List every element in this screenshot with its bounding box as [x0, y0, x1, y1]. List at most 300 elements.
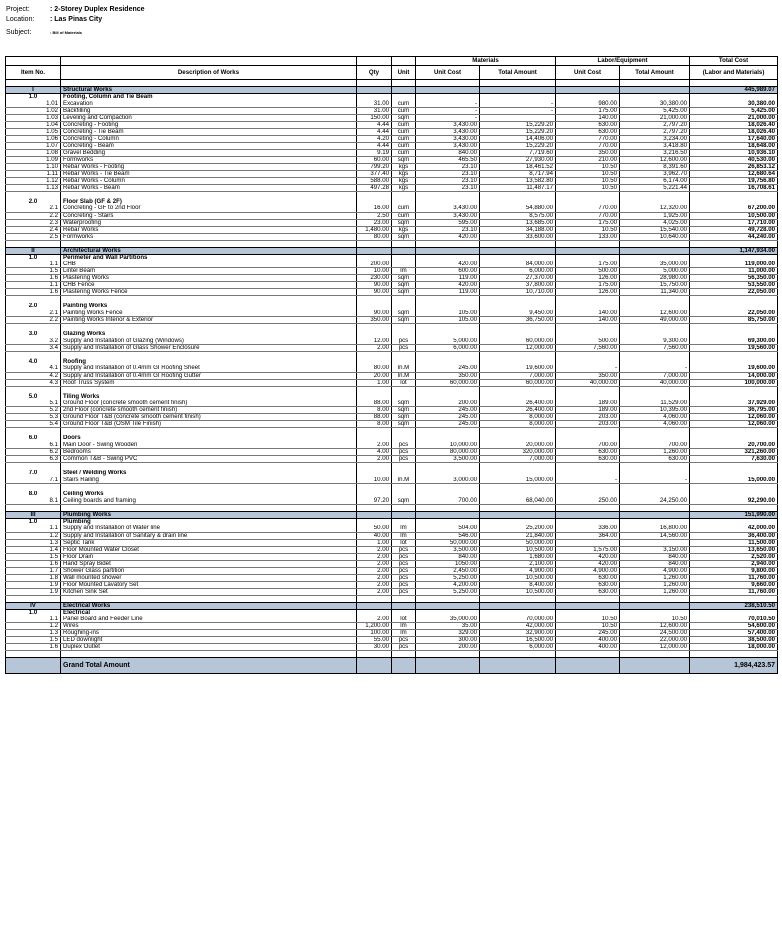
- item-index: 1.11: [6, 170, 61, 177]
- item-total-cost: 5,425.00: [690, 107, 778, 114]
- material-total-amount: 15,229.20: [480, 128, 556, 135]
- item-qty: 2.00: [357, 574, 392, 581]
- item-qty: 2.00: [357, 567, 392, 574]
- item-index: 1.6: [6, 275, 61, 282]
- material-unit-cost: 10,000.00: [416, 442, 480, 449]
- item-index: 1.4: [6, 546, 61, 553]
- labor-unit-cost: 10.50: [556, 170, 620, 177]
- item-total-cost: 18,000.00: [690, 644, 778, 651]
- header-labor-unit-cost: Unit Cost: [556, 66, 620, 80]
- item-index: 1.03: [6, 114, 61, 121]
- table-row: [6, 623, 778, 630]
- subsection-number: 8.0: [6, 491, 61, 498]
- material-total-amount: 60,000.00: [480, 338, 556, 345]
- subsection-title: Floor Slab (GF & 2F): [61, 198, 357, 205]
- subsection-row: [6, 393, 778, 400]
- item-index: 1.2: [6, 623, 61, 630]
- item-total-cost: 53,550.00: [690, 282, 778, 289]
- labor-total-amount: 7,000.00: [620, 372, 690, 379]
- material-total-amount: 13,582.80: [480, 177, 556, 184]
- item-unit: ln.M: [392, 372, 416, 379]
- item-index: 1.1: [6, 616, 61, 623]
- item-unit: pcs: [392, 546, 416, 553]
- item-index: 1.3: [6, 630, 61, 637]
- table-row: [6, 421, 778, 428]
- item-unit: sqm: [392, 400, 416, 407]
- item-index: 6.2: [6, 449, 61, 456]
- item-description: Duplex Outlet: [61, 644, 357, 651]
- subsection-title: Electrical: [61, 609, 357, 616]
- item-index: 1.5: [6, 553, 61, 560]
- item-unit: sqm: [392, 407, 416, 414]
- labor-unit-cost: 140.00: [556, 114, 620, 121]
- item-total-cost: 20,700.00: [690, 442, 778, 449]
- subsection-title: Doors: [61, 435, 357, 442]
- item-index: 1.6: [6, 289, 61, 296]
- material-unit-cost: 245.00: [416, 414, 480, 421]
- labor-unit-cost: 140.00: [556, 317, 620, 324]
- item-index: 3.4: [6, 344, 61, 351]
- item-index: 1.1: [6, 261, 61, 268]
- item-qty: 4.00: [357, 449, 392, 456]
- table-row: [6, 379, 778, 386]
- item-description: Common T&B - Swing PVC: [61, 456, 357, 463]
- labor-total-amount: 12,600.00: [620, 310, 690, 317]
- material-unit-cost: 840.00: [416, 553, 480, 560]
- item-qty: 2.00: [357, 553, 392, 560]
- item-total-cost: 19,560.00: [690, 344, 778, 351]
- material-unit-cost: 1050.00: [416, 560, 480, 567]
- labor-unit-cost: -: [556, 477, 620, 484]
- labor-total-amount: 10.50: [620, 616, 690, 623]
- labor-total-amount: 12,600.00: [620, 623, 690, 630]
- item-unit: cum: [392, 121, 416, 128]
- header-unit: Unit: [392, 66, 416, 80]
- item-total-cost: 10,936.10: [690, 149, 778, 156]
- subsection-number: 7.0: [6, 470, 61, 477]
- item-total-cost: 119,000.00: [690, 261, 778, 268]
- subsection-number: 2.0: [6, 198, 61, 205]
- item-total-cost: 9,660.00: [690, 581, 778, 588]
- material-total-amount: 50,000.00: [480, 539, 556, 546]
- table-row: [6, 525, 778, 532]
- material-total-amount: 10,500.00: [480, 546, 556, 553]
- table-row: [6, 219, 778, 226]
- header-labor: Labor/Equipment: [556, 57, 690, 66]
- location-value: : Las Pinas City: [50, 16, 103, 23]
- item-total-cost: 92,290.00: [690, 497, 778, 504]
- subsection-row: [6, 303, 778, 310]
- labor-unit-cost: -: [556, 365, 620, 372]
- item-total-cost: 17,640.00: [690, 135, 778, 142]
- labor-unit-cost: 126.00: [556, 275, 620, 282]
- project-line: [6, 5, 145, 14]
- subsection-title: Steel / Welding Works: [61, 470, 357, 477]
- item-total-cost: 85,750.00: [690, 317, 778, 324]
- item-unit: sqm: [392, 310, 416, 317]
- labor-unit-cost: 630.00: [556, 456, 620, 463]
- item-description: Floor Mounted Lavatory Set: [61, 581, 357, 588]
- material-total-amount: 4,900.00: [480, 567, 556, 574]
- material-unit-cost: 4,200.00: [416, 581, 480, 588]
- item-index: 1.1: [6, 282, 61, 289]
- subsection-number: 1.0: [6, 518, 61, 525]
- item-total-cost: 13,650.00: [690, 546, 778, 553]
- material-unit-cost: 200.00: [416, 644, 480, 651]
- header-material-total-amount: Total Amount: [480, 66, 556, 80]
- item-description: Stairs Railing: [61, 477, 357, 484]
- item-total-cost: 7,630.00: [690, 456, 778, 463]
- item-unit: [392, 261, 416, 268]
- grand-total-row: [6, 658, 778, 674]
- item-qty: 60.00: [357, 156, 392, 163]
- item-qty: 8.00: [357, 407, 392, 414]
- table-row: [6, 121, 778, 128]
- table-row: [6, 212, 778, 219]
- item-unit: sqm: [392, 317, 416, 324]
- labor-total-amount: 30,380.00: [620, 100, 690, 107]
- item-description: Supply and Installation of Glass Shower Enclosure: [61, 344, 357, 351]
- item-unit: pcs: [392, 344, 416, 351]
- item-index: 2.2: [6, 317, 61, 324]
- item-index: 2.2: [6, 212, 61, 219]
- header-blank: [357, 57, 392, 66]
- labor-total-amount: 10,395.00: [620, 407, 690, 414]
- section-total: 1,147,934.00: [690, 247, 778, 254]
- header-material-unit-cost: Unit Cost: [416, 66, 480, 80]
- item-unit: ln.M: [392, 365, 416, 372]
- grand-total-label: Grand Total Amount: [61, 658, 357, 674]
- material-unit-cost: -: [416, 107, 480, 114]
- table-row: [6, 289, 778, 296]
- labor-total-amount: 3,216.50: [620, 149, 690, 156]
- item-total-cost: 18,026.40: [690, 128, 778, 135]
- labor-unit-cost: 630.00: [556, 581, 620, 588]
- labor-total-amount: 3,234.00: [620, 135, 690, 142]
- section-title: Electrical Works: [61, 602, 357, 609]
- table-row: [6, 149, 778, 156]
- material-unit-cost: 504.00: [416, 525, 480, 532]
- labor-unit-cost: 1,575.00: [556, 546, 620, 553]
- labor-unit-cost: 7,560.00: [556, 344, 620, 351]
- item-description: Rebar Works - Tie Beam: [61, 170, 357, 177]
- item-unit: pcs: [392, 644, 416, 651]
- item-qty: 55.00: [357, 637, 392, 644]
- labor-total-amount: 12,600.00: [620, 156, 690, 163]
- material-unit-cost: 23.10: [416, 163, 480, 170]
- material-unit-cost: 420.00: [416, 233, 480, 240]
- table-row: [6, 560, 778, 567]
- item-description: Supply and Installation of 0.4mm GI Roofing Gutter: [61, 372, 357, 379]
- material-unit-cost: 3,430.00: [416, 212, 480, 219]
- item-description: Plastering Works: [61, 275, 357, 282]
- item-index: 2.3: [6, 219, 61, 226]
- labor-total-amount: 35,000.00: [620, 261, 690, 268]
- item-description: Ground Floor (concrete smooth cement finish): [61, 400, 357, 407]
- labor-unit-cost: 10.50: [556, 177, 620, 184]
- subsection-row: [6, 94, 778, 101]
- labor-unit-cost: [556, 539, 620, 546]
- item-index: 2.4: [6, 226, 61, 233]
- labor-total-amount: 4,025.00: [620, 219, 690, 226]
- item-index: 5.2: [6, 407, 61, 414]
- item-qty: 2.00: [357, 581, 392, 588]
- labor-unit-cost: 189.00: [556, 400, 620, 407]
- item-description: Concreting - GF to 2nd Floor: [61, 205, 357, 212]
- material-total-amount: 6,000.00: [480, 268, 556, 275]
- item-unit: pcs: [392, 567, 416, 574]
- item-description: Concreting - Column: [61, 135, 357, 142]
- section-total: 238,510.50: [690, 602, 778, 609]
- item-unit: cum: [392, 100, 416, 107]
- item-index: 1.5: [6, 268, 61, 275]
- material-unit-cost: -: [416, 114, 480, 121]
- subsection-title: Painting Works: [61, 303, 357, 310]
- item-description: Supply and Installation of Glazing (Windows): [61, 338, 357, 345]
- subject-line: [6, 28, 82, 37]
- item-total-cost: 12,060.00: [690, 414, 778, 421]
- location-line: [6, 15, 102, 24]
- header-row-columns: [6, 66, 778, 80]
- labor-total-amount: 15,750.00: [620, 282, 690, 289]
- item-total-cost: 42,000.00: [690, 525, 778, 532]
- item-qty: 90.00: [357, 282, 392, 289]
- section-row: [6, 247, 778, 254]
- item-index: 1.5: [6, 637, 61, 644]
- material-total-amount: 26,400.00: [480, 407, 556, 414]
- item-description: Lintel Beam: [61, 268, 357, 275]
- labor-unit-cost: 133.00: [556, 233, 620, 240]
- labor-total-amount: 9,300.00: [620, 338, 690, 345]
- item-description: Ground Floor T&B (concrete smooth cement finish): [61, 414, 357, 421]
- item-total-cost: 100,000.00: [690, 379, 778, 386]
- labor-unit-cost: 10.50: [556, 184, 620, 191]
- material-total-amount: 36,750.00: [480, 317, 556, 324]
- labor-unit-cost: 770.00: [556, 212, 620, 219]
- labor-total-amount: 11,529.00: [620, 400, 690, 407]
- table-row: [6, 567, 778, 574]
- item-unit: pcs: [392, 338, 416, 345]
- material-unit-cost: 245.00: [416, 365, 480, 372]
- material-total-amount: 20,000.00: [480, 442, 556, 449]
- item-total-cost: 18,026.40: [690, 121, 778, 128]
- table-row: [6, 282, 778, 289]
- material-total-amount: 2,100.00: [480, 560, 556, 567]
- project-label: Project:: [6, 6, 30, 13]
- item-qty: 31.00: [357, 107, 392, 114]
- item-qty: 20.00: [357, 372, 392, 379]
- material-unit-cost: 35.00: [416, 623, 480, 630]
- material-unit-cost: 3,430.00: [416, 128, 480, 135]
- material-total-amount: 18,461.52: [480, 163, 556, 170]
- item-qty: 2.00: [357, 344, 392, 351]
- labor-total-amount: 8,391.60: [620, 163, 690, 170]
- item-unit: sqm: [392, 421, 416, 428]
- material-total-amount: 10,710.00: [480, 289, 556, 296]
- item-total-cost: 9,800.00: [690, 567, 778, 574]
- material-total-amount: 8,575.00: [480, 212, 556, 219]
- material-unit-cost: 60,000.00: [416, 379, 480, 386]
- labor-total-amount: 40,000.00: [620, 379, 690, 386]
- material-unit-cost: 546.00: [416, 532, 480, 539]
- subject-label: Subject:: [6, 29, 32, 36]
- item-qty: 4.20: [357, 135, 392, 142]
- labor-unit-cost: 630.00: [556, 128, 620, 135]
- material-total-amount: 16,500.00: [480, 637, 556, 644]
- material-unit-cost: 23.10: [416, 170, 480, 177]
- item-total-cost: 57,400.00: [690, 630, 778, 637]
- item-total-cost: 56,350.00: [690, 275, 778, 282]
- item-description: Wires: [61, 623, 357, 630]
- item-description: Panel Board and Feeder Line: [61, 616, 357, 623]
- subsection-title: Glazing Works: [61, 331, 357, 338]
- labor-unit-cost: 400.00: [556, 644, 620, 651]
- section-title: Structural Works: [61, 87, 357, 94]
- item-qty: 80.00: [357, 365, 392, 372]
- item-index: 5.1: [6, 400, 61, 407]
- material-unit-cost: 35,000.00: [416, 616, 480, 623]
- item-unit: lot: [392, 379, 416, 386]
- item-unit: cum: [392, 107, 416, 114]
- material-total-amount: 25,200.00: [480, 525, 556, 532]
- item-description: Concreting - Stairs: [61, 212, 357, 219]
- labor-unit-cost: 210.00: [556, 156, 620, 163]
- subsection-number: 1.0: [6, 254, 61, 261]
- labor-total-amount: 3,962.70: [620, 170, 690, 177]
- material-unit-cost: 840.00: [416, 149, 480, 156]
- item-index: 1.8: [6, 574, 61, 581]
- item-qty: 31.00: [357, 100, 392, 107]
- labor-total-amount: [620, 539, 690, 546]
- item-description: Formworks: [61, 233, 357, 240]
- table-row: [6, 170, 778, 177]
- material-unit-cost: 245.00: [416, 407, 480, 414]
- item-description: Concreting - Tie Beam: [61, 128, 357, 135]
- table-row: [6, 637, 778, 644]
- subsection-row: [6, 358, 778, 365]
- subsection-number: 3.0: [6, 331, 61, 338]
- material-total-amount: 19,600.00: [480, 365, 556, 372]
- gap-row: [6, 428, 778, 435]
- material-total-amount: 8,000.00: [480, 414, 556, 421]
- subsection-row: [6, 491, 778, 498]
- item-unit: pcs: [392, 581, 416, 588]
- item-index: 7.1: [6, 477, 61, 484]
- material-total-amount: 27,370.00: [480, 275, 556, 282]
- material-total-amount: 27,930.00: [480, 156, 556, 163]
- material-unit-cost: 23.10: [416, 177, 480, 184]
- item-description: 2nd Floor (concrete smooth cement finish): [61, 407, 357, 414]
- item-index: 1.06: [6, 135, 61, 142]
- labor-total-amount: 3,150.00: [620, 546, 690, 553]
- labor-total-amount: 1,925.00: [620, 212, 690, 219]
- labor-total-amount: 1,260.00: [620, 449, 690, 456]
- subsection-row: [6, 435, 778, 442]
- item-total-cost: 11,500.00: [690, 539, 778, 546]
- table-row: [6, 365, 778, 372]
- item-total-cost: 38,500.00: [690, 637, 778, 644]
- labor-total-amount: 700.00: [620, 442, 690, 449]
- section-number: III: [6, 511, 61, 518]
- item-index: 1.05: [6, 128, 61, 135]
- item-qty: 2.50: [357, 212, 392, 219]
- item-index: 1.13: [6, 184, 61, 191]
- material-total-amount: 7,000.00: [480, 372, 556, 379]
- item-description: Floor Mounted Water Closet: [61, 546, 357, 553]
- item-description: Backfilling: [61, 107, 357, 114]
- item-unit: cum: [392, 142, 416, 149]
- item-qty: 8.00: [357, 421, 392, 428]
- labor-unit-cost: 350.00: [556, 372, 620, 379]
- labor-unit-cost: 10.50: [556, 163, 620, 170]
- material-total-amount: 320,000.00: [480, 449, 556, 456]
- item-total-cost: 18,648.00: [690, 142, 778, 149]
- item-total-cost: 70,010.50: [690, 616, 778, 623]
- labor-total-amount: 7,560.00: [620, 344, 690, 351]
- labor-total-amount: 21,000.00: [620, 114, 690, 121]
- material-unit-cost: 600.00: [416, 268, 480, 275]
- item-total-cost: 67,200.00: [690, 205, 778, 212]
- item-qty: 230.00: [357, 275, 392, 282]
- item-total-cost: 16,708.61: [690, 184, 778, 191]
- item-description: Rebar Works - Footing: [61, 163, 357, 170]
- material-unit-cost: 595.00: [416, 219, 480, 226]
- item-index: 1.09: [6, 156, 61, 163]
- section-number: IV: [6, 602, 61, 609]
- labor-total-amount: -: [620, 477, 690, 484]
- header-blank: [6, 57, 61, 66]
- table-row: [6, 407, 778, 414]
- item-index: 1.3: [6, 539, 61, 546]
- item-unit: sqm: [392, 275, 416, 282]
- material-total-amount: 32,900.00: [480, 630, 556, 637]
- item-total-cost: 44,240.00: [690, 233, 778, 240]
- item-total-cost: 54,600.00: [690, 623, 778, 630]
- item-index: 5.3: [6, 414, 61, 421]
- labor-total-amount: 4,060.00: [620, 414, 690, 421]
- item-qty: 200.00: [357, 261, 392, 268]
- item-description: Rebar Works - Beam: [61, 184, 357, 191]
- material-total-amount: 54,880.00: [480, 205, 556, 212]
- header-item-no: Item No.: [6, 66, 61, 80]
- material-total-amount: 7,000.00: [480, 456, 556, 463]
- item-qty: 88.00: [357, 414, 392, 421]
- item-qty: 16.00: [357, 205, 392, 212]
- material-total-amount: 10,500.00: [480, 588, 556, 595]
- subsection-title: Tiling Works: [61, 393, 357, 400]
- labor-total-amount: 22,000.00: [620, 637, 690, 644]
- section-number: I: [6, 87, 61, 94]
- item-qty: 23.00: [357, 219, 392, 226]
- item-qty: 88.00: [357, 400, 392, 407]
- item-unit: pcs: [392, 456, 416, 463]
- material-unit-cost: 23.10: [416, 184, 480, 191]
- material-unit-cost: 2,450.00: [416, 567, 480, 574]
- material-total-amount: 10,500.00: [480, 574, 556, 581]
- labor-total-amount: 3,418.80: [620, 142, 690, 149]
- item-description: LED downlight: [61, 637, 357, 644]
- item-index: 1.2: [6, 532, 61, 539]
- labor-unit-cost: 500.00: [556, 268, 620, 275]
- item-index: 2.1: [6, 205, 61, 212]
- subsection-row: [6, 254, 778, 261]
- section-title: Plumbing Works: [61, 511, 357, 518]
- spacer-row: [6, 80, 778, 87]
- labor-unit-cost: 203.00: [556, 421, 620, 428]
- item-qty: 1,200.00: [357, 623, 392, 630]
- table-row: [6, 268, 778, 275]
- material-unit-cost: -: [416, 100, 480, 107]
